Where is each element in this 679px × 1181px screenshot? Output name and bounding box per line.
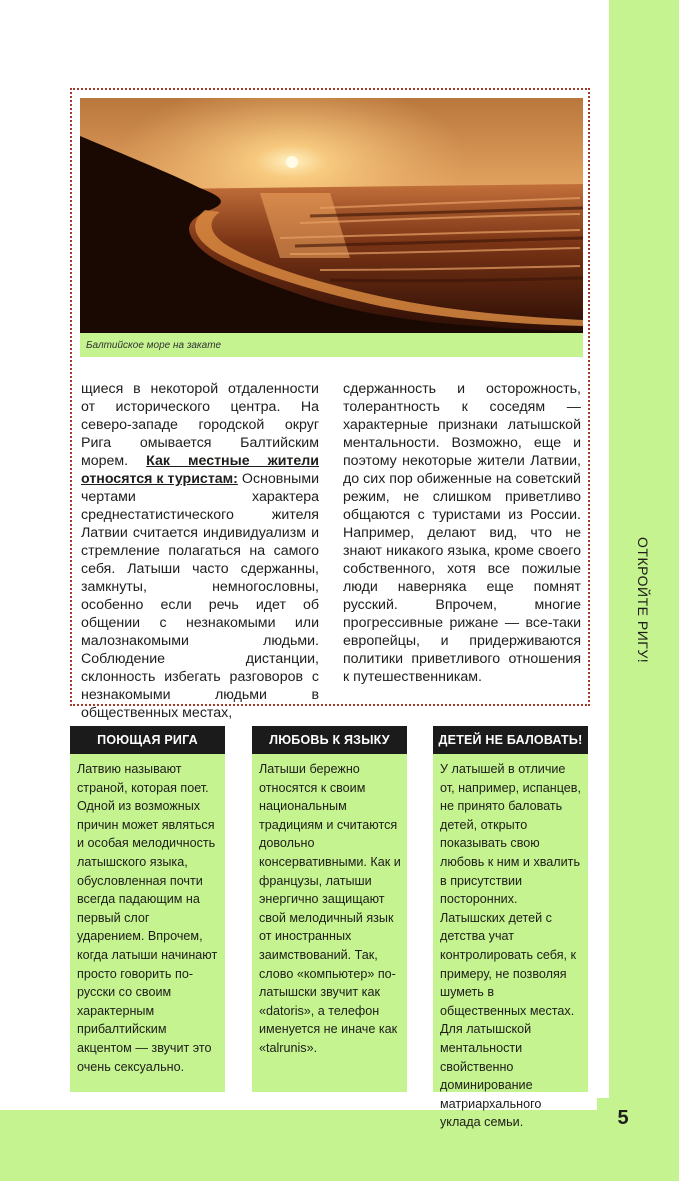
sidebar-box-title: ДЕТЕЙ НЕ БАЛОВАТЬ! xyxy=(433,726,588,754)
sunset-sea-image xyxy=(80,98,583,333)
article-intro-text: щиеся в некоторой отдаленности от исторического центра. На северо-западе городской округ Рига омывается Балтийским морем. xyxy=(81,381,319,469)
sidebar-box-text: Латыши бережно относятся к своим национальным традициям и считаются довольно консервативными. Как и французы, латыши энергично защищают свой мелодичный язык от иностранных заимствований. Так, слово «компьютер» по-латышски звучит как «datoris», а телефон именуется не иначе как «talrunis». xyxy=(252,754,407,1092)
sidebar-box-title: ПОЮЩАЯ РИГА xyxy=(70,726,225,754)
lead-heading: Как местные жители относятся к туристам: xyxy=(81,453,319,487)
article-column-left xyxy=(81,380,319,722)
running-head xyxy=(627,520,659,680)
sunset-sea-photo xyxy=(80,98,583,333)
sidebar-box-title: ЛЮБОВЬ К ЯЗЫКУ xyxy=(252,726,407,754)
article-column-right xyxy=(343,380,581,686)
page-number: 5 xyxy=(597,1098,649,1138)
article-left-body: Основными чертами характера среднестатистического жителя Латвии считается индивидуализм и стремление полагаться на самого себя. Латыши часто сдержанны, замкнуты, немногословны, особенно если речь идет об общении с незнакомыми или малознакомыми людьми. Соблюдение дистанции, склонность избегать разговоров с незнакомыми людьми в общественных местах, xyxy=(81,471,320,721)
bottom-color-strip xyxy=(0,1110,679,1181)
photo-caption: Балтийское море на закате xyxy=(80,333,583,357)
article-box xyxy=(70,88,590,721)
running-head-text: ОТКРОЙТЕ РИГУ! xyxy=(635,536,651,664)
article-right-body: сдержанность и осторожность, толерантность к соседям — характерные признаки латышской ментальности. Возможно, еще и поэтому некоторые жители Латвии, до сих пор обиженные на советский режим, не слишком приветливо общаются с туристами из России. Например, делают вид, что не знают никакого языка, кроме своего собственного, хотя все пожилые люди наверняка еще помнят русский. Впрочем, многие прогрессивные рижане — все-таки европейцы, и придерживаются политики приветливого отношения к путешественникам. xyxy=(343,381,581,685)
sidebar-box-text: Латвию называют страной, которая поет. Одной из возможных причин может являться и особая мелодичность латышского языка, обусловленная почти всегда падающим на первый слог ударением. Впрочем, когда латыши начинают просто говорить по-русски со своим характерным прибалтийским акцентом — звучит это очень сексуально. xyxy=(70,754,225,1092)
sidebar-box-dont-spoil-children xyxy=(433,726,588,1130)
sidebar-box-text: У латышей в отличие от, например, испанцев, не принято баловать детей, открыто показывать свою любовь к ним и хвалить в присутствии посторонних. Латышских детей с детства учат контролировать себя, к примеру, не позволяя шуметь в общественных местах. Для латышской ментальности свойственно доминирование матриархального уклада семьи. xyxy=(433,754,588,1092)
sidebar-box-singing-riga xyxy=(70,726,225,1092)
sidebar-box-love-of-language xyxy=(252,726,407,1092)
